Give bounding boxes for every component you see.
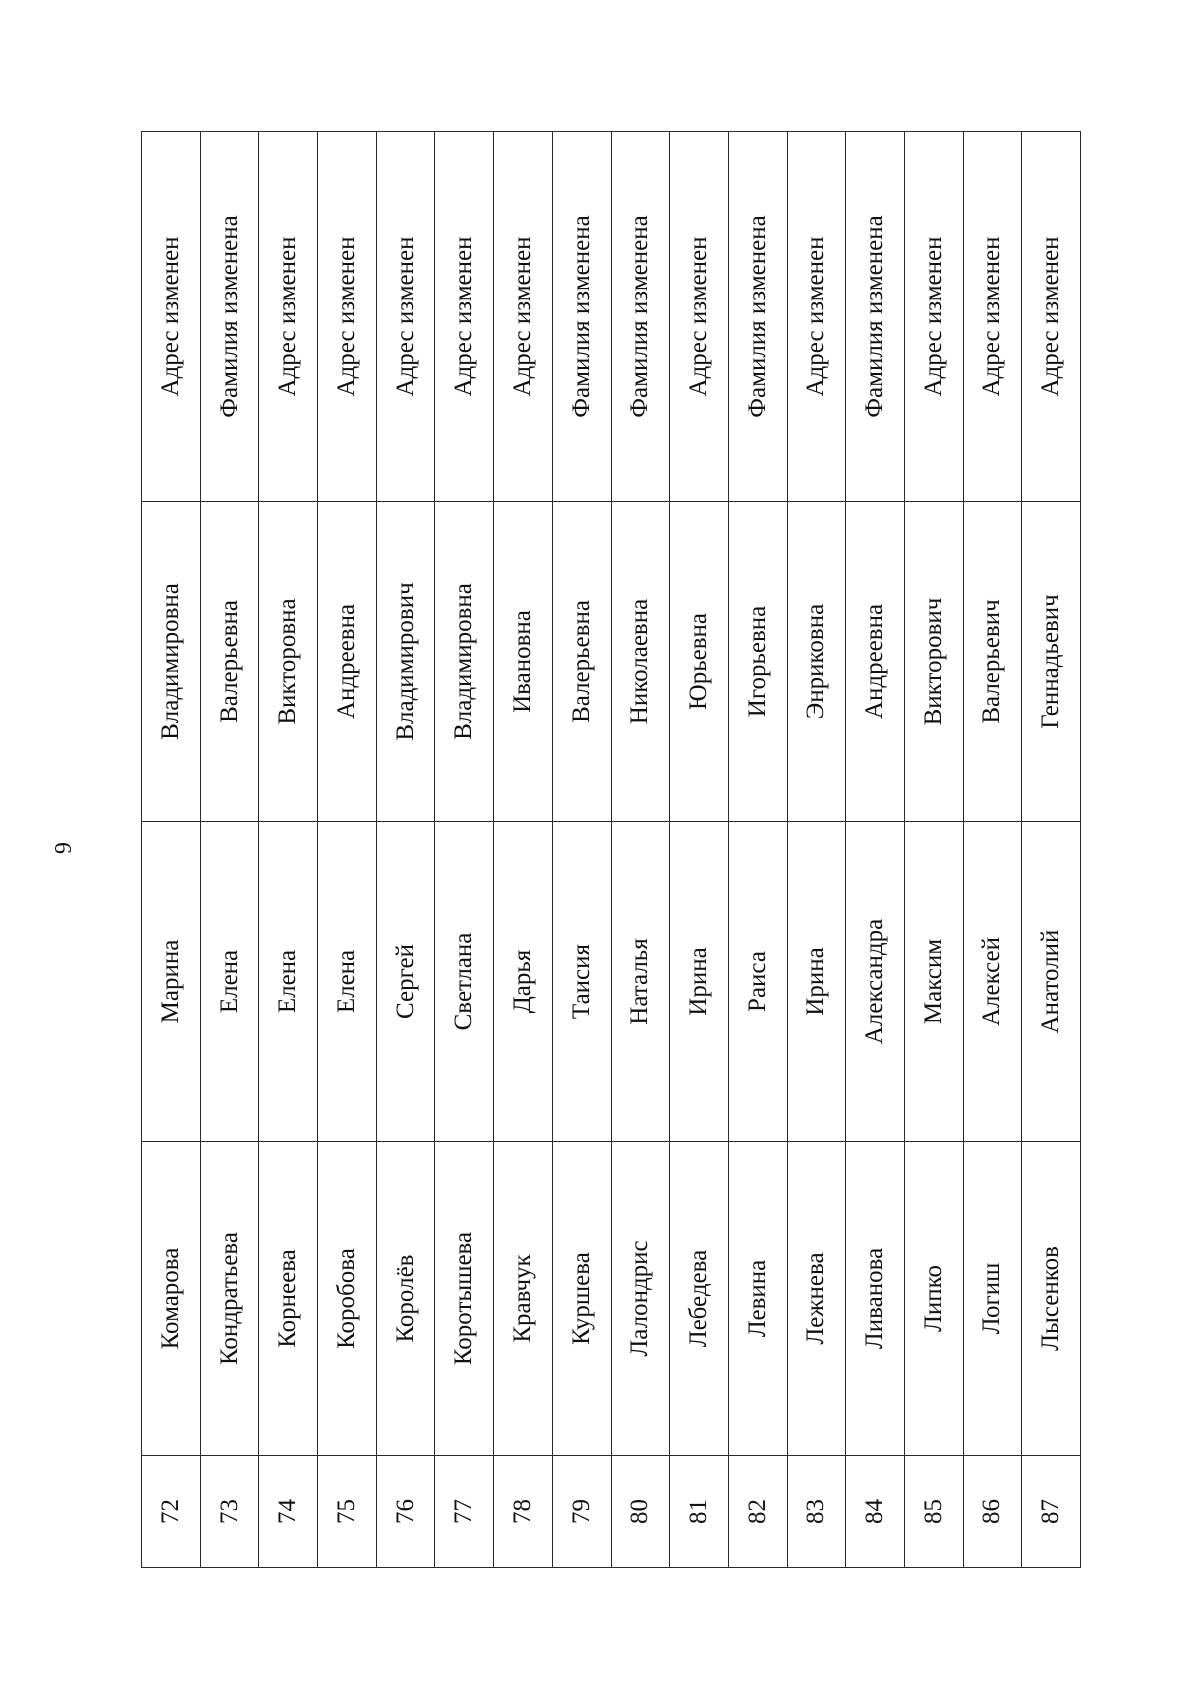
- last-name-cell: Левина: [728, 1142, 787, 1456]
- first-name-cell: Дарья: [494, 822, 553, 1142]
- row-number-cell: 87: [1022, 1456, 1081, 1568]
- last-name-cell: Кондратьева: [200, 1142, 259, 1456]
- patronymic-cell: Юрьевна: [670, 502, 729, 822]
- table-row: [787, 132, 846, 1568]
- change-note-cell: Фамилия изменена: [200, 132, 259, 502]
- first-name-cell: Раиса: [728, 822, 787, 1142]
- row-number-cell: 83: [787, 1456, 846, 1568]
- first-name-cell: Александра: [846, 822, 905, 1142]
- row-number-cell: 76: [376, 1456, 435, 1568]
- row-number-cell: 78: [494, 1456, 553, 1568]
- change-note-cell: Адрес изменен: [963, 132, 1022, 502]
- change-note-cell: Адрес изменен: [904, 132, 963, 502]
- change-note-cell: Адрес изменен: [318, 132, 377, 502]
- patronymic-cell: Ивановна: [494, 502, 553, 822]
- change-note-cell: Адрес изменен: [670, 132, 729, 502]
- last-name-cell: Кравчук: [494, 1142, 553, 1456]
- table-row: [142, 132, 201, 1568]
- last-name-cell: Ливанова: [846, 1142, 905, 1456]
- row-number-cell: 77: [435, 1456, 494, 1568]
- first-name-cell: Максим: [904, 822, 963, 1142]
- change-note-cell: Адрес изменен: [142, 132, 201, 502]
- rotated-table-container: [141, 132, 1081, 1568]
- table-row: [611, 132, 670, 1568]
- table-row: [200, 132, 259, 1568]
- first-name-cell: Сергей: [376, 822, 435, 1142]
- first-name-cell: Светлана: [435, 822, 494, 1142]
- table-row: [435, 132, 494, 1568]
- last-name-cell: Коробова: [318, 1142, 377, 1456]
- table-row: [552, 132, 611, 1568]
- patronymic-cell: Андреевна: [846, 502, 905, 822]
- last-name-cell: Королёв: [376, 1142, 435, 1456]
- table-row: [494, 132, 553, 1568]
- patronymic-cell: Геннадьевич: [1022, 502, 1081, 822]
- patronymic-cell: Андреевна: [318, 502, 377, 822]
- row-number-cell: 72: [142, 1456, 201, 1568]
- first-name-cell: Елена: [259, 822, 318, 1142]
- table-row: [318, 132, 377, 1568]
- change-note-cell: Фамилия изменена: [846, 132, 905, 502]
- patronymic-cell: Владимировна: [142, 502, 201, 822]
- last-name-cell: Лежнева: [787, 1142, 846, 1456]
- patronymic-cell: Викторович: [904, 502, 963, 822]
- records-table: [141, 131, 1081, 1568]
- row-number-cell: 80: [611, 1456, 670, 1568]
- page-number: 6: [49, 842, 75, 854]
- last-name-cell: Лысенков: [1022, 1142, 1081, 1456]
- last-name-cell: Лалондрис: [611, 1142, 670, 1456]
- change-note-cell: Адрес изменен: [494, 132, 553, 502]
- last-name-cell: Комарова: [142, 1142, 201, 1456]
- patronymic-cell: Игорьевна: [728, 502, 787, 822]
- first-name-cell: Ирина: [787, 822, 846, 1142]
- first-name-cell: Алексей: [963, 822, 1022, 1142]
- first-name-cell: Таисия: [552, 822, 611, 1142]
- patronymic-cell: Викторовна: [259, 502, 318, 822]
- last-name-cell: Коротышева: [435, 1142, 494, 1456]
- change-note-cell: Адрес изменен: [376, 132, 435, 502]
- row-number-cell: 84: [846, 1456, 905, 1568]
- row-number-cell: 73: [200, 1456, 259, 1568]
- patronymic-cell: Владимирович: [376, 502, 435, 822]
- change-note-cell: Адрес изменен: [787, 132, 846, 502]
- change-note-cell: Фамилия изменена: [552, 132, 611, 502]
- table-row: [904, 132, 963, 1568]
- first-name-cell: Анатолий: [1022, 822, 1081, 1142]
- first-name-cell: Елена: [200, 822, 259, 1142]
- row-number-cell: 75: [318, 1456, 377, 1568]
- row-number-cell: 85: [904, 1456, 963, 1568]
- row-number-cell: 79: [552, 1456, 611, 1568]
- table-row: [963, 132, 1022, 1568]
- row-number-cell: 81: [670, 1456, 729, 1568]
- first-name-cell: Елена: [318, 822, 377, 1142]
- last-name-cell: Куршева: [552, 1142, 611, 1456]
- patronymic-cell: Николаевна: [611, 502, 670, 822]
- patronymic-cell: Энриковна: [787, 502, 846, 822]
- patronymic-cell: Владимировна: [435, 502, 494, 822]
- first-name-cell: Наталья: [611, 822, 670, 1142]
- patronymic-cell: Валерьевна: [200, 502, 259, 822]
- row-number-cell: 82: [728, 1456, 787, 1568]
- table-row: [846, 132, 905, 1568]
- patronymic-cell: Валерьевич: [963, 502, 1022, 822]
- last-name-cell: Лебедева: [670, 1142, 729, 1456]
- table-row: [1022, 132, 1081, 1568]
- row-number-cell: 86: [963, 1456, 1022, 1568]
- change-note-cell: Адрес изменен: [435, 132, 494, 502]
- patronymic-cell: Валерьевна: [552, 502, 611, 822]
- last-name-cell: Корнеева: [259, 1142, 318, 1456]
- table-row: [376, 132, 435, 1568]
- last-name-cell: Логиш: [963, 1142, 1022, 1456]
- last-name-cell: Липко: [904, 1142, 963, 1456]
- row-number-cell: 74: [259, 1456, 318, 1568]
- table-row: [728, 132, 787, 1568]
- change-note-cell: Фамилия изменена: [728, 132, 787, 502]
- first-name-cell: Марина: [142, 822, 201, 1142]
- change-note-cell: Фамилия изменена: [611, 132, 670, 502]
- records-table-body: [142, 132, 1081, 1568]
- change-note-cell: Адрес изменен: [259, 132, 318, 502]
- table-row: [670, 132, 729, 1568]
- first-name-cell: Ирина: [670, 822, 729, 1142]
- table-row: [259, 132, 318, 1568]
- change-note-cell: Адрес изменен: [1022, 132, 1081, 502]
